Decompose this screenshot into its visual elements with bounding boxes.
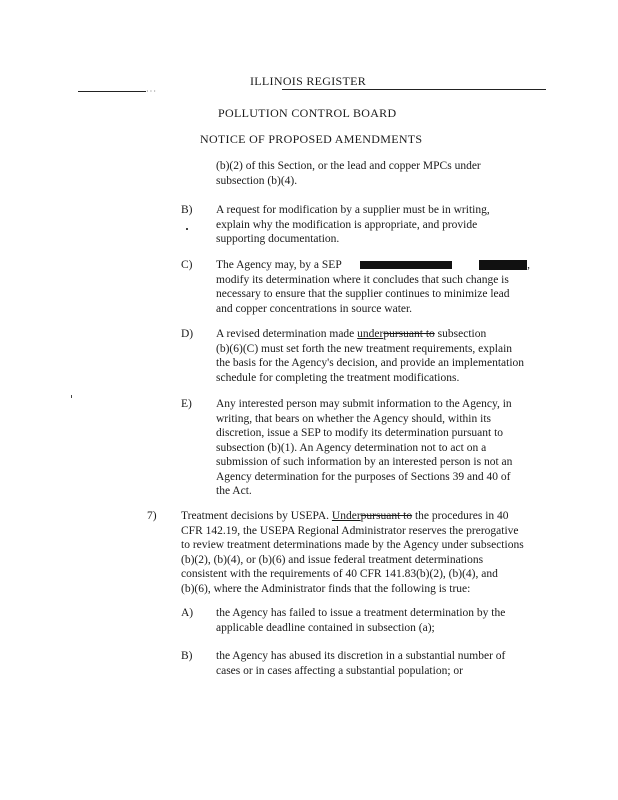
text-line: subsection (b)(4). (216, 174, 298, 187)
text-line: necessary to ensure that the supplier continues to minimize lead (216, 288, 510, 300)
text-line: (b)(6)(C) must set forth the new treatment requirements, explain (216, 342, 513, 355)
redaction-mark (360, 261, 452, 269)
text-line: the Agency has abused its discretion in a substantial number of (216, 650, 506, 662)
text-line (181, 509, 524, 524)
item-label-b: B) (181, 204, 193, 216)
text-line (216, 258, 530, 273)
text-line: Any interested person may submit information to the Agency, in (216, 398, 512, 410)
continuation-paragraph (216, 159, 481, 188)
item-e-paragraph (216, 397, 512, 499)
text-line: the basis for the Agency's decision, and provide an implementation (216, 357, 525, 369)
header-rule-right (282, 89, 546, 90)
text-line: (b)(2) of this Section, or the lead and copper MPCs under (216, 160, 481, 172)
text-line: A request for modification by a supplier must be in writing, (216, 204, 490, 216)
sub-item-b-paragraph (216, 649, 505, 678)
text-line: applicable deadline contained in subsection (a); (216, 621, 435, 634)
text-fragment: The Agency may, by a SEP (216, 259, 342, 271)
item-d-paragraph (216, 327, 524, 385)
item-label-d: D) (181, 328, 194, 340)
text-line: cases or in cases affecting a substantial population; or (216, 664, 463, 677)
item-b-paragraph (216, 203, 490, 247)
board-title: POLLUTION CONTROL BOARD (218, 106, 397, 120)
text-line: submission of such information by an interested person is not an (216, 456, 513, 468)
text-line: modify its determination where it concludes that such change is (216, 273, 509, 286)
sub-item-label-a: A) (181, 607, 194, 619)
text-line: subsection (b)(1). An Agency determination not to act on a (216, 441, 487, 454)
scan-speck (186, 228, 188, 230)
text-line: (b)(2), (b)(4), or (b)(6) and issue federal treatment determinations (181, 553, 484, 566)
sub-item-a-paragraph (216, 606, 505, 635)
redaction-mark (479, 260, 527, 270)
text-line: and copper concentrations in source water. (216, 302, 413, 315)
deleted-text: pursuant to (360, 510, 413, 522)
text-line: the Agency has failed to issue a treatment determination by the (216, 607, 506, 619)
notice-title: NOTICE OF PROPOSED AMENDMENTS (200, 132, 423, 146)
text-line: consistent with the requirements of 40 CFR 141.83(b)(2), (b)(4), and (181, 568, 498, 580)
text-line: to review treatment determinations made by the Agency under subsections (181, 539, 524, 551)
text-line: schedule for completing the treatment modifications. (216, 371, 460, 384)
text-line: Agency determination for the purposes of Sections 39 and 40 of (216, 470, 511, 483)
text-line: discretion, issue a SEP to modify its determination pursuant to (216, 427, 504, 439)
text-fragment: the procedures in 40 (412, 510, 509, 522)
text-line: the Act. (216, 485, 252, 497)
text-line: (b)(6), where the Administrator finds that the following is true: (181, 582, 471, 595)
text-fragment: subsection (434, 328, 487, 340)
deleted-text: pursuant to (383, 328, 435, 340)
text-line (216, 327, 524, 342)
inserted-text: Under (331, 510, 361, 522)
inserted-text: under (357, 328, 384, 340)
scan-speck (71, 395, 72, 398)
header-dots: ··· (146, 87, 157, 96)
item-label-e: E) (181, 398, 192, 410)
header-rule-left (78, 91, 146, 92)
sub-item-label-b: B) (181, 650, 193, 662)
register-title: ILLINOIS REGISTER (250, 74, 367, 88)
text-line: explain why the modification is appropriate, and provide (216, 218, 478, 231)
text-fragment: , (527, 259, 530, 271)
text-fragment: A revised determination made (216, 328, 358, 340)
text-line: supporting documentation. (216, 233, 340, 245)
text-fragment: Treatment decisions by USEPA. (181, 510, 332, 522)
section-label-7: 7) (147, 510, 157, 522)
item-c-paragraph (216, 258, 530, 316)
section-7-paragraph (181, 509, 524, 596)
text-line: CFR 142.19, the USEPA Regional Administrator reserves the prerogative (181, 524, 519, 537)
item-label-c: C) (181, 259, 193, 271)
text-line: writing, that bears on whether the Agency should, within its (216, 412, 491, 425)
